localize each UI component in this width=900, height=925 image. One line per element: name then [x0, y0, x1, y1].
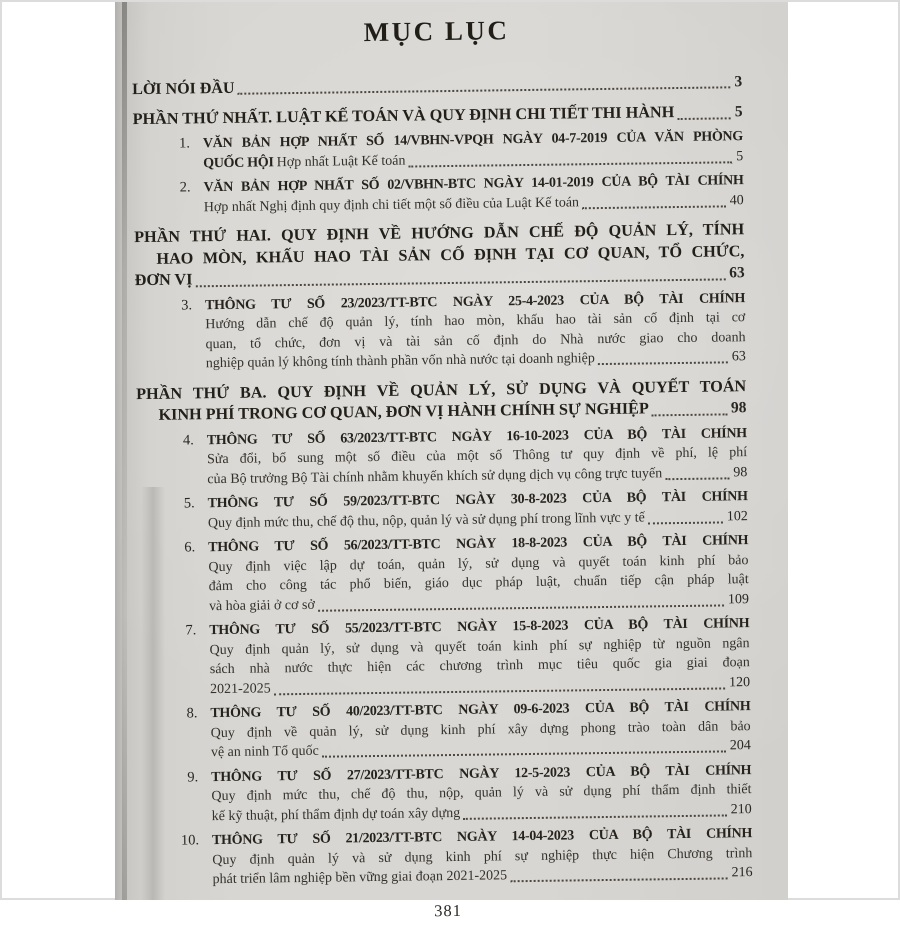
toc-text-segment: PHẦN THỨ HAI. QUY ĐỊNH VỀ HƯỚNG DẪN CHẾ ĐỘ QUẢN LÝ, TÍNH: [134, 220, 745, 247]
toc-text-segment: LỜI NÓI ĐẦU: [132, 79, 235, 99]
page-number-ref: 102: [726, 508, 748, 524]
toc-text-segment: nghiệp quản lý không tính thành phần vốn nhà nước tại doanh nghiệp: [205, 351, 595, 372]
toc-text-segment: quan, tổ chức, đơn vị và tài sản cố định do Nhà nước giao cho doanh: [205, 329, 746, 352]
toc-line-text: [203, 151, 405, 173]
toc-text-segment: KINH PHÍ TRONG CƠ QUAN, ĐƠN VỊ HÀNH CHÍNH SỰ NGHIỆP: [158, 399, 649, 424]
dot-leader: [598, 361, 728, 365]
toc-line-text: [204, 193, 579, 217]
toc-entry-section: [132, 101, 742, 130]
toc-text-segment: và hòa giải ở cơ sở: [208, 597, 315, 614]
toc-text-segment: VĂN BẢN HỢP NHẤT SỐ 02/VBHN-BTC NGÀY 14-01-2019 CỦA BỘ TÀI CHÍNH: [203, 173, 744, 196]
toc-text-segment: THÔNG TƯ SỐ 40/2023/TT-BTC NGÀY 09-6-2023 CỦA BỘ TÀI CHÍNH: [210, 699, 751, 722]
dot-leader: [463, 814, 727, 819]
page-number-ref: 5: [734, 102, 743, 120]
toc-text-segment: Quy định quản lý và sử dụng kinh phí sự nghiệp thực hiện Chương trình: [212, 845, 753, 868]
page-number-ref: 210: [730, 801, 752, 817]
page-number-ref: 3: [734, 73, 743, 91]
dot-leader: [652, 413, 727, 416]
toc-text-segment: THÔNG TƯ SỐ 56/2023/TT-BTC NGÀY 18-8-2023 CỦA BỘ TÀI CHÍNH: [208, 533, 749, 556]
toc-entry-section: [136, 376, 747, 427]
toc-entry-item: [142, 824, 753, 890]
toc-line-text: [135, 269, 193, 291]
book-page-photo: [115, 2, 788, 920]
page-number-ref: 120: [728, 674, 751, 690]
dot-leader: [238, 86, 731, 94]
page-content-column: [131, 0, 753, 925]
toc-text-segment: Quy định mức thu, chế độ thu, nộp, quản lý và sử dụng phí thẩm định thiết: [211, 782, 752, 805]
toc-text-segment: PHẦN THỨ BA. QUY ĐỊNH VỀ QUẢN LÝ, SỬ DỤNG VÀ QUYẾT TOÁN: [136, 376, 747, 403]
toc-item-number: 6.: [184, 539, 196, 556]
dot-leader: [322, 750, 726, 757]
toc-entry-item: [138, 531, 749, 617]
toc-line-text: [209, 595, 315, 616]
toc-text-segment: Hợp nhất Nghị định quy định chi tiết một số điều của Luật Kế toán: [203, 194, 580, 215]
toc-entry-section: [134, 219, 745, 291]
page-number-ref: 204: [729, 738, 751, 754]
toc-line-text: [212, 803, 461, 826]
toc-entry-item: [140, 697, 751, 763]
book-page: [109, 0, 794, 920]
toc-entry-item: [141, 761, 752, 827]
toc-text-segment: QUỐC HỘI: [203, 154, 277, 171]
toc-text-segment: THÔNG TƯ SỐ 27/2023/TT-BTC NGÀY 12-5-2023 CỦA BỘ TÀI CHÍNH: [211, 762, 752, 785]
toc-line-text: [212, 866, 507, 889]
page-number-ref: 63: [729, 264, 745, 282]
toc-entry-item: [133, 171, 743, 218]
footer-page-number: 381: [434, 900, 463, 920]
toc-text-segment: THÔNG TƯ SỐ 63/2023/TT-BTC NGÀY 16-10-2023 CỦA BỘ TÀI CHÍNH: [206, 425, 747, 448]
toc-line: [132, 101, 742, 130]
toc-text-segment: của Bộ trưởng Bộ Tài chính nhằm khuyến khích sử dụng dịch vụ công trực tuyến: [207, 465, 663, 487]
page-number-ref: 40: [729, 192, 744, 208]
toc-text-segment: Quy định quản lý, sử dụng và quyết toán kinh phí sự nghiệp từ nguồn ngân: [209, 635, 750, 658]
dot-leader: [196, 278, 726, 287]
toc-text-segment: Hợp nhất Luật Kế toán: [276, 153, 406, 170]
dot-leader: [582, 205, 726, 209]
toc-text-segment: kế kỹ thuật, phí thẩm định dự toán xây dựng: [211, 805, 461, 824]
toc-line-text: [210, 679, 271, 699]
toc-line-text: [211, 742, 319, 763]
toc-entry-item: [137, 424, 748, 490]
toc-text-segment: THÔNG TƯ SỐ 59/2023/TT-BTC NGÀY 30-8-2023 CỦA BỘ TÀI CHÍNH: [207, 489, 748, 512]
page-title: MỤC LỤC: [363, 15, 510, 48]
toc-item-number: 4.: [182, 431, 194, 449]
page-number-ref: 98: [730, 399, 747, 417]
dot-leader: [665, 477, 729, 480]
toc-text-segment: ĐƠN VỊ: [134, 270, 193, 290]
page-number-ref: 98: [733, 464, 748, 480]
toc-text-segment: 2021-2025: [209, 680, 271, 697]
dot-leader: [408, 161, 732, 167]
toc-item-number: 2.: [179, 179, 191, 196]
toc-entry-front: [132, 73, 742, 99]
toc-text-segment: PHẦN THỨ NHẤT. LUẬT KẾ TOÁN VÀ QUY ĐỊNH CHI TIẾT THI HÀNH: [132, 102, 675, 128]
toc-entry-item: [135, 289, 746, 375]
toc-entry-item: [138, 487, 748, 534]
toc-item-number: 10.: [180, 832, 200, 849]
dot-leader: [677, 117, 731, 120]
toc-text-segment: vệ an ninh Tổ quốc: [210, 743, 319, 761]
toc-line: [132, 73, 742, 99]
toc-text-segment: VĂN BẢN HỢP NHẤT SỐ 14/VBHN-VPQH NGÀY 04-7-2019 CỦA VĂN PHÒNG: [202, 129, 744, 152]
toc-item-number: 8.: [186, 705, 198, 722]
toc-item-number: 9.: [187, 768, 199, 785]
dot-leader: [510, 877, 727, 882]
toc-item-number: 1.: [178, 135, 191, 152]
toc-item-number: 3.: [181, 296, 193, 314]
toc-text-segment: sách nhà nước thực hiện các chương trình mục tiêu quốc gia giai đoạn: [209, 655, 750, 678]
toc-text-segment: Quy định việc lập dự toán, quản lý, sử dụng và quyết toán kinh phí bảo: [208, 552, 749, 575]
toc-item-number: 5.: [183, 495, 195, 512]
table-of-contents: [132, 73, 753, 890]
page-number-ref: 63: [731, 349, 746, 365]
toc-text-segment: THÔNG TƯ SỐ 21/2023/TT-BTC NGÀY 14-04-2023 CỦA BỘ TÀI CHÍNH: [211, 826, 753, 849]
page-number-ref: 216: [731, 865, 753, 881]
toc-text-segment: HAO MÒN, KHẤU HAO TÀI SẢN CỐ ĐỊNH TẠI CƠ QUAN, TỔ CHỨC,: [156, 241, 745, 268]
toc-line-text: [206, 349, 595, 374]
toc-item-number: 7.: [185, 622, 197, 639]
toc-line-text: [132, 102, 674, 131]
toc-text-segment: đảm cho công tác phổ biến, giáo dục pháp luật, chuẩn tiếp cận pháp luật: [208, 572, 749, 595]
toc-text-segment: Hướng dẫn chế độ quản lý, tính hao mòn, khấu hao tài sản cố định tại cơ: [205, 310, 746, 333]
toc-text-segment: THÔNG TƯ SỐ 55/2023/TT-BTC NGÀY 15-8-2023 CỦA BỘ TÀI CHÍNH: [209, 616, 750, 639]
toc-text-segment: Quy định về quản lý, sử dụng kinh phí xây dựng phong trào toàn dân bảo: [210, 718, 751, 741]
dot-leader: [274, 687, 725, 695]
toc-entry-item: [139, 614, 750, 700]
toc-text-segment: phát triển lâm nghiệp bền vững giai đoạn 2021-2025: [212, 868, 508, 888]
toc-entry-item: [133, 127, 743, 174]
toc-text-segment: Quy định mức thu, chế độ thu, nộp, quản lý và sử dụng phí trong lĩnh vực y tế: [207, 509, 645, 531]
toc-text-segment: Sửa đổi, bổ sung một số điều của một số Thông tư quy định về phí, lệ phí: [206, 445, 748, 468]
toc-text-segment: THÔNG TƯ SỐ 23/2023/TT-BTC NGÀY 25-4-2023 CỦA BỘ TÀI CHÍNH: [204, 290, 746, 313]
dot-leader: [648, 521, 723, 524]
page-number-ref: 5: [736, 148, 744, 164]
page-number-ref: 109: [727, 591, 750, 607]
toc-line-text: [132, 80, 234, 100]
dot-leader: [318, 604, 724, 611]
